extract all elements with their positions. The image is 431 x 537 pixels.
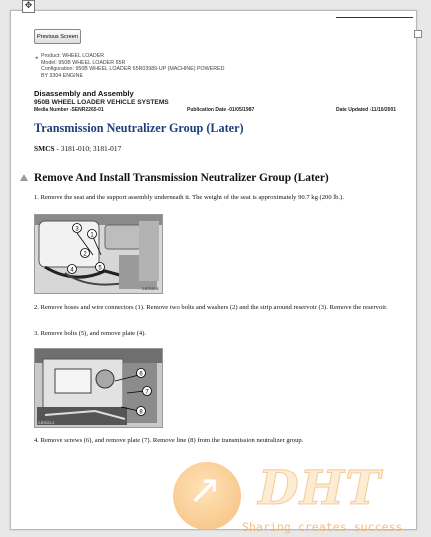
figure-2-code: 2-B7021-2 bbox=[38, 421, 55, 425]
group-title: Transmission Neutralizer Group (Later) bbox=[34, 121, 244, 135]
watermark-tagline: Sharing creates success bbox=[242, 520, 403, 534]
product-info bbox=[41, 53, 224, 79]
model-title: 950B WHEEL LOADER VEHICLE SYSTEMS bbox=[34, 99, 169, 106]
watermark-letters: DHT bbox=[258, 461, 382, 516]
step-4: 4. Remove screws (6), and remove plate (7). Remove line (8) from the transmission neutralizer group. bbox=[34, 437, 304, 444]
figure-1-callout-4: 4 bbox=[70, 267, 74, 274]
media-number: Media Number -SENR2265-01 bbox=[34, 107, 104, 113]
move-handle-icon[interactable]: ✥ bbox=[22, 0, 35, 13]
section-title: Remove And Install Transmission Neutralizer Group (Later) bbox=[34, 172, 329, 184]
step-2: 2. Remove hoses and wire connectors (1). Remove two bolts and washers (2) and the strip around reservoir (3). Remove the reservoir. bbox=[34, 304, 388, 311]
document-type: Disassembly and Assembly bbox=[34, 89, 134, 98]
figure-2-callout-7: 7 bbox=[145, 389, 149, 396]
smcs-label: SMCS bbox=[34, 144, 55, 153]
resize-handle[interactable] bbox=[414, 30, 422, 38]
figure-1-callout-1: 1 bbox=[90, 232, 94, 239]
smcs-codes: - 3181-010; 3181-017 bbox=[54, 144, 122, 153]
step-1: 1. Remove the seat and the support assembly underneath it. The weight of the seat is approximately 90.7 kg (200 lb.). bbox=[34, 194, 344, 201]
engine-line: BY 3304 ENGINE bbox=[41, 72, 84, 79]
figure-2-photo bbox=[34, 348, 163, 428]
header-rule bbox=[336, 17, 413, 18]
product-bullet-icon: ◂ bbox=[35, 55, 38, 61]
smcs-line bbox=[34, 144, 121, 153]
configuration-line: Configuration: 950B WHEEL LOADER 65R03989-UP (MACHINE) POWERED bbox=[41, 66, 225, 73]
figure-1-illustration bbox=[35, 215, 162, 293]
figure-1-code: 2-B7020-9 bbox=[142, 287, 159, 291]
watermark-arrow-icon: ↗ bbox=[188, 467, 222, 513]
step-3: 3. Remove bolts (5), and remove plate (4). bbox=[34, 330, 147, 337]
product-line: Product: WHEEL LOADER bbox=[41, 53, 105, 59]
date-updated: Date Updated -11/10/2001 bbox=[336, 107, 397, 113]
collapse-section-icon[interactable] bbox=[20, 174, 28, 181]
publication-date: Publication Date -01/05/1987 bbox=[187, 107, 255, 113]
figure-1-photo bbox=[34, 214, 163, 294]
previous-screen-button[interactable]: Previous Screen bbox=[34, 29, 81, 44]
model-line: Model: 950B WHEEL LOADER 65R bbox=[41, 59, 126, 66]
figure-2-illustration bbox=[35, 349, 162, 427]
figure-2-callout-8: 8 bbox=[139, 409, 143, 416]
figure-1-callout-5: 5 bbox=[98, 265, 102, 272]
figure-1-callout-2: 2 bbox=[83, 251, 87, 258]
figure-1-callout-3: 3 bbox=[75, 226, 79, 233]
figure-2-callout-6: 6 bbox=[139, 371, 143, 378]
